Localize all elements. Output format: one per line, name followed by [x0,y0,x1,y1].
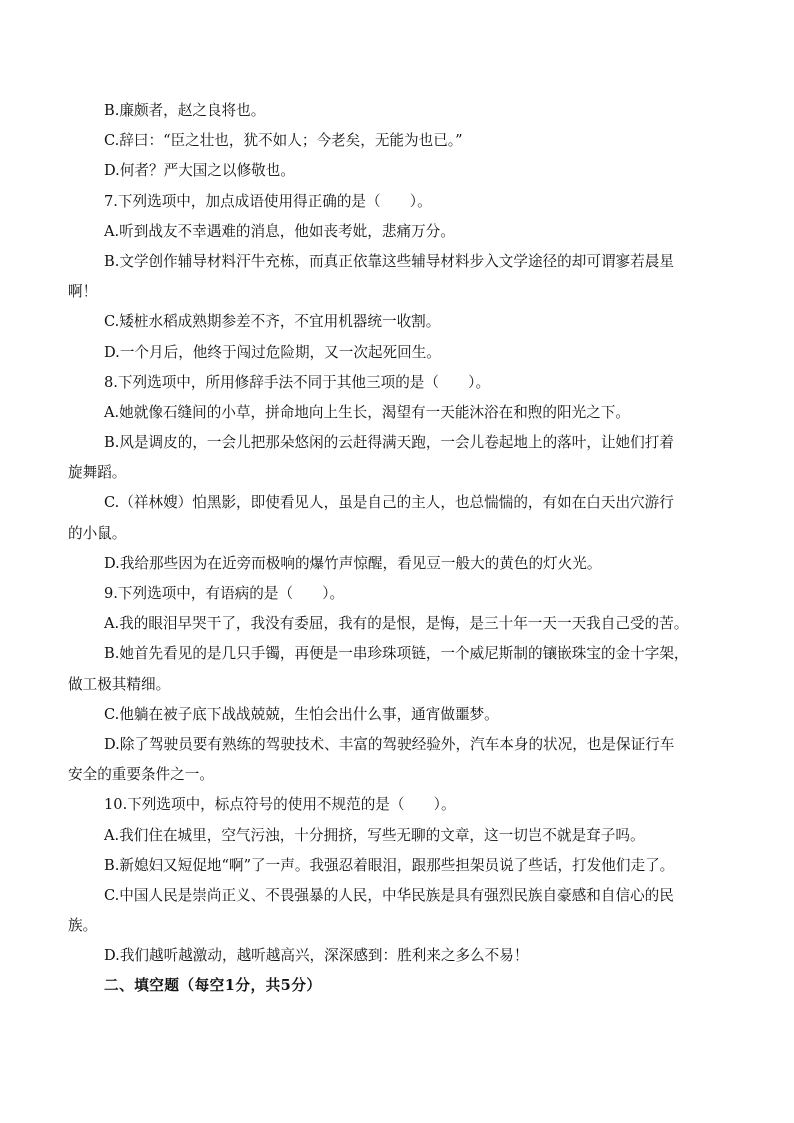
question-8-option-c: C.（祥林嫂）怕黑影，即使看见人，虽是自己的主人，也总惴惴的，有如在白天出穴游行 [104,494,674,512]
question-10-option-c: C.中国人民是崇尚正义、不畏强暴的人民，中华民族是具有强烈民族自豪感和自信心的民 [104,886,674,904]
section-heading-fill-in: 二、填空题（每空1分，共5分） [104,977,322,995]
question-7-option-c: C.矮桩水稻成熟期参差不齐，不宜用机器统一收割。 [104,313,441,331]
question-8-option-b: B.风是调皮的，一会儿把那朵悠闲的云赶得满天跑，一会儿卷起地上的落叶，让她们打着 [104,434,674,452]
question-7-option-a: A.听到战友不幸遇难的消息，他如丧考妣，悲痛万分。 [104,222,455,240]
question-8-option-c-continued: 的小鼠。 [68,524,127,542]
question-10-option-c-continued: 族。 [68,917,98,935]
document-body [68,96,728,1002]
question-9-option-a: A.我的眼泪早哭干了，我没有委屈，我有的是恨，是悔，是三十年一天一天我自己受的苦。 [104,615,689,633]
question-7: 7.下列选项中，加点成语使用得正确的是（ ）。 [104,192,432,210]
question-10: 10.下列选项中，标点符号的使用不规范的是（ ）。 [104,796,456,814]
question-8: 8.下列选项中，所用修辞手法不同于其他三项的是（ ）。 [104,373,491,391]
option-b-line: B.廉颇者，赵之良将也。 [104,102,266,119]
question-8-option-a: A.她就像石缝间的小草，拼命地向上生长，渴望有一天能沐浴在和煦的阳光之下。 [104,403,630,421]
question-9-option-b-continued: 做工极其精细。 [68,675,171,693]
question-9-option-c: C.他躺在被子底下战战兢兢，生怕会出什么事，通宵做噩梦。 [104,705,499,723]
question-8-option-b-continued: 旋舞蹈。 [68,464,127,482]
question-8-option-d: D.我给那些因为在近旁而极响的爆竹声惊醒，看见豆一般大的黄色的灯火光。 [104,554,602,572]
option-d-line: D.何者？严大国之以修敬也。 [104,162,295,180]
question-9: 9.下列选项中，有语病的是（ ）。 [104,585,345,602]
question-10-option-b: B.新媳妇又短促地“啊”了一声。我强忍着眼泪，跟那些担架员说了些话，打发他们走了。 [104,856,675,874]
question-10-option-d: D.我们越听越激动，越听越高兴，深深感到：胜利来之多么不易！ [104,947,529,965]
question-9-option-b: B.她首先看见的是几只手镯，再便是一串珍珠项链，一个威尼斯制的镶嵌珠宝的金十字架， [104,645,689,663]
question-7-option-b: B.文学创作辅导材料汗牛充栋，而真正依靠这些辅导材料步入文学途径的却可谓寥若晨星 [104,252,674,270]
option-c-line: C.辞曰：“臣之壮也，犹不如人；今老矣，无能为也已。” [104,132,463,150]
question-7-option-d: D.一个月后，他终于闯过危险期，又一次起死回生。 [104,343,441,361]
question-7-option-b-continued: 啊！ [68,283,98,301]
question-9-option-d: D.除了驾驶员要有熟练的驾驶技术、丰富的驾驶经验外，汽车本身的状况，也是保证行车 [104,735,675,753]
question-9-option-d-continued: 安全的重要条件之一。 [68,766,214,784]
question-10-option-a: A.我们住在城里，空气污浊，十分拥挤，写些无聊的文章，这一切岂不就是耷子吗。 [104,826,645,844]
